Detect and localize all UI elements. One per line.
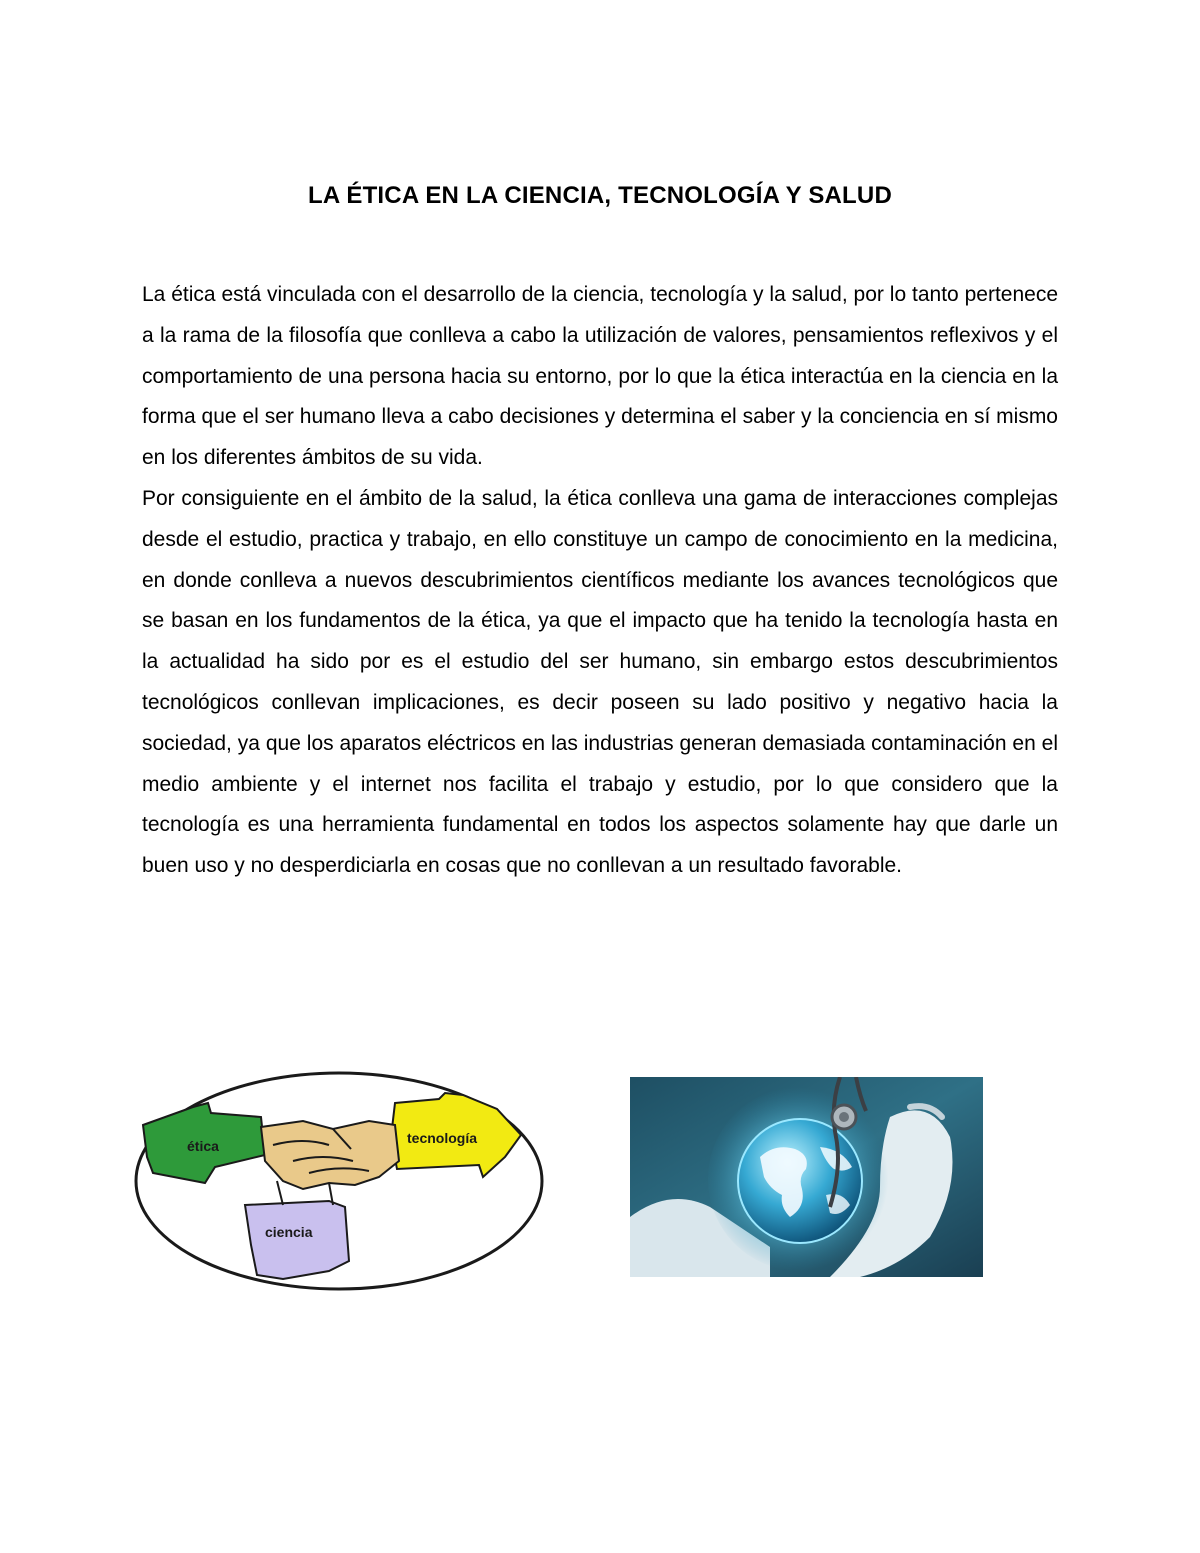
tecnologia-label: tecnología <box>407 1130 478 1146</box>
ethics-science-technology-diagram <box>133 1065 545 1295</box>
paragraph-1: La ética está vinculada con el desarrollo de la ciencia, tecnología y la salud, por lo tanto pertenece a la rama de la filosofía que conlleva a cabo la utilización de valores, pensamientos reflexivos y el comportamiento de una persona hacia su entorno, por lo que la ética interactúa en la ciencia en la forma que el ser humano lleva a cabo decisiones y determina el saber y la conciencia en sí mismo en los diferentes ámbitos de su vida. <box>142 283 1058 470</box>
handshake-icon <box>261 1121 399 1205</box>
document-body <box>142 275 1058 887</box>
ciencia-arrow-shape <box>245 1201 349 1279</box>
etica-label: ética <box>187 1138 219 1154</box>
page-title: LA ÉTICA EN LA CIENCIA, TECNOLOGÍA Y SALUD <box>308 182 892 209</box>
ciencia-label: ciencia <box>265 1224 313 1240</box>
paragraph-2: Por consiguiente en el ámbito de la salud, la ética conlleva una gama de interacciones complejas desde el estudio, practica y trabajo, en ello constituye un campo de conocimiento en la medicina, en donde conlleva a nuevos descubrimientos científicos mediante los avances tecnológicos que se basan en los fundamentos de la ética, ya que el impacto que ha tenido la tecnología hasta en la actualidad ha sido por es el estudio del ser humano, sin embargo estos descubrimientos tecnológicos conllevan implicaciones, es decir poseen su lado positivo y negativo hacia la sociedad, ya que los aparatos eléctricos en las industrias generan demasiada contaminación en el medio ambiente y el internet nos facilita el trabajo y estudio, por lo que considero que la tecnología es una herramienta fundamental en todos los aspectos solamente hay que darle un buen uso y no desperdiciarla en cosas que no conllevan a un resultado favorable. <box>142 486 1058 878</box>
globe-in-hands-photo <box>630 1077 983 1277</box>
